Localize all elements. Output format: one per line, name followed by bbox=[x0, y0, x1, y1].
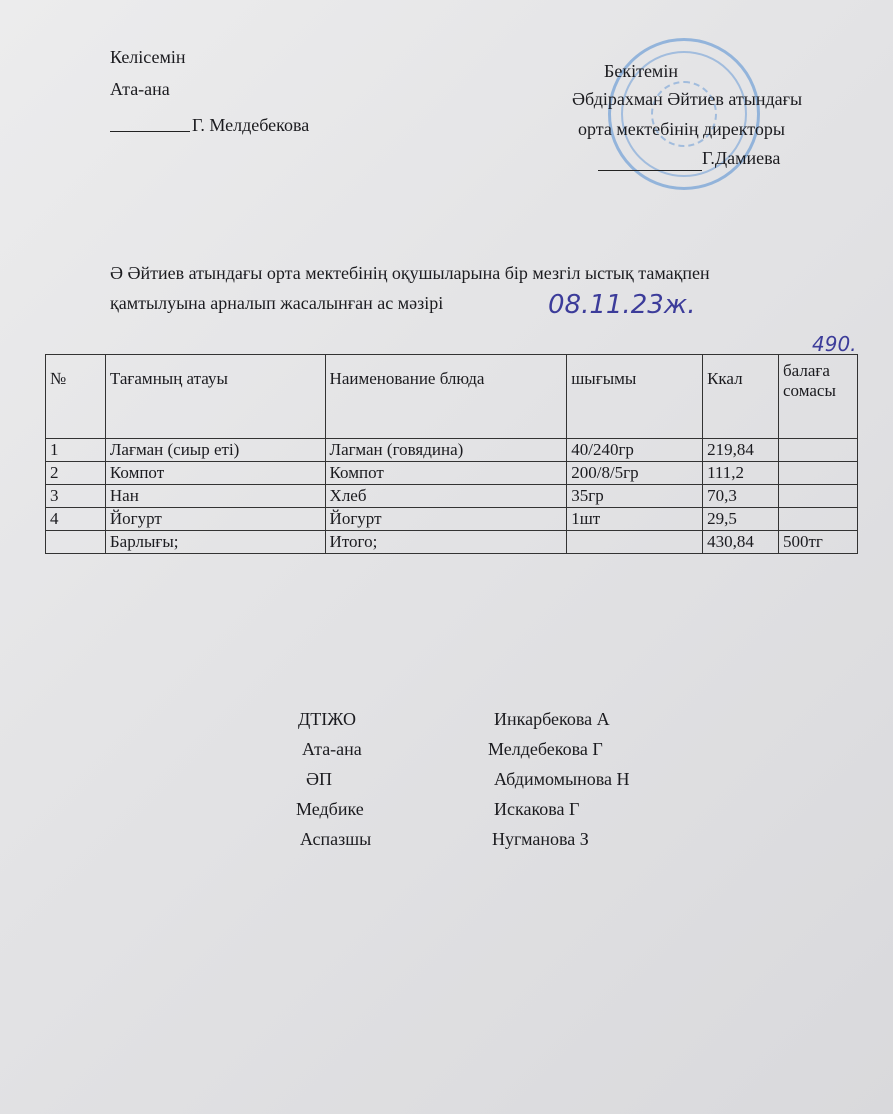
cell-number: 1 bbox=[46, 439, 106, 462]
cell-kcal: 219,84 bbox=[703, 439, 779, 462]
table-header-row bbox=[46, 355, 858, 439]
table-row bbox=[46, 462, 858, 485]
signer-role: ӘП bbox=[306, 769, 332, 789]
total-label-kz: Барлығы; bbox=[105, 531, 325, 554]
signature-row bbox=[302, 738, 362, 760]
cell-price bbox=[779, 462, 858, 485]
cell-number: 4 bbox=[46, 508, 106, 531]
col-dish-ru-header: Наименование блюда bbox=[325, 355, 567, 439]
director-name: Г.Дамиева bbox=[702, 148, 781, 168]
cell-yield bbox=[567, 531, 703, 554]
cell-dish-kz: Компот bbox=[105, 462, 325, 485]
signature-row bbox=[298, 708, 356, 730]
director-line-1: Әбдірахман Әйтиев атындағы bbox=[572, 89, 803, 109]
signature-line bbox=[110, 131, 190, 132]
signer-name: Инкарбекова А bbox=[494, 709, 610, 729]
cell-dish-ru: Лагман (говядина) bbox=[325, 439, 567, 462]
cell-yield: 35гр bbox=[567, 485, 703, 508]
cell-number: 3 bbox=[46, 485, 106, 508]
col-kcal-header: Ккал bbox=[703, 355, 779, 439]
cell-dish-kz: Лағман (сиыр еті) bbox=[105, 439, 325, 462]
table-row bbox=[46, 508, 858, 531]
cell-number bbox=[46, 531, 106, 554]
cell-dish-kz: Нан bbox=[105, 485, 325, 508]
cell-number: 2 bbox=[46, 462, 106, 485]
col-dish-kz-header: Тағамның атауы bbox=[105, 355, 325, 439]
signer-role: Медбике bbox=[296, 799, 364, 819]
cell-dish-ru: Компот bbox=[325, 462, 567, 485]
signer-name: Мелдебекова Г bbox=[488, 739, 603, 759]
handwritten-date: 08.11.23ж. bbox=[548, 290, 696, 320]
total-price: 500тг bbox=[779, 531, 858, 554]
cell-price bbox=[779, 508, 858, 531]
cell-price bbox=[779, 485, 858, 508]
document-title-line-1: Ә Әйтиев атындағы орта мектебінің оқушыларына бір мезгіл ыстық тамақпен bbox=[110, 263, 710, 283]
cell-kcal: 111,2 bbox=[703, 462, 779, 485]
menu-table bbox=[45, 354, 858, 554]
signer-name: Искакова Г bbox=[494, 799, 580, 819]
approved-label: Бекітемін bbox=[604, 61, 678, 81]
agreed-label: Келісемін bbox=[110, 47, 186, 67]
table-total-row bbox=[46, 531, 858, 554]
total-kcal: 430,84 bbox=[703, 531, 779, 554]
table-row bbox=[46, 439, 858, 462]
cell-yield: 40/240гр bbox=[567, 439, 703, 462]
col-price-header: балаға сомасы bbox=[779, 355, 858, 439]
parent-role-label: Ата-ана bbox=[110, 79, 170, 99]
col-number-header: № bbox=[46, 355, 106, 439]
cell-dish-kz: Йогурт bbox=[105, 508, 325, 531]
cell-dish-ru: Хлеб bbox=[325, 485, 567, 508]
cell-yield: 200/8/5гр bbox=[567, 462, 703, 485]
document-title-line-2: қамтылуына арналып жасалынған ас мәзірі bbox=[110, 293, 444, 313]
parent-name: Г. Мелдебекова bbox=[192, 115, 310, 135]
cell-kcal: 29,5 bbox=[703, 508, 779, 531]
signer-role: Аспазшы bbox=[300, 829, 372, 849]
table-row bbox=[46, 485, 858, 508]
signature-row bbox=[306, 768, 332, 790]
cell-price bbox=[779, 439, 858, 462]
director-line-2: орта мектебінің директоры bbox=[578, 119, 786, 139]
col-yield-header: шығымы bbox=[567, 355, 703, 439]
signer-name: Абдимомынова Н bbox=[494, 769, 630, 789]
cell-yield: 1шт bbox=[567, 508, 703, 531]
cell-dish-ru: Йогурт bbox=[325, 508, 567, 531]
signer-name: Нугманова З bbox=[492, 829, 589, 849]
signature-row bbox=[296, 798, 364, 820]
handwritten-number: 490. bbox=[812, 332, 857, 356]
signer-role: ДТІЖО bbox=[298, 709, 356, 729]
total-label-ru: Итого; bbox=[325, 531, 567, 554]
cell-kcal: 70,3 bbox=[703, 485, 779, 508]
signature-line bbox=[598, 170, 702, 171]
signer-role: Ата-ана bbox=[302, 739, 362, 759]
signature-row bbox=[300, 828, 371, 850]
